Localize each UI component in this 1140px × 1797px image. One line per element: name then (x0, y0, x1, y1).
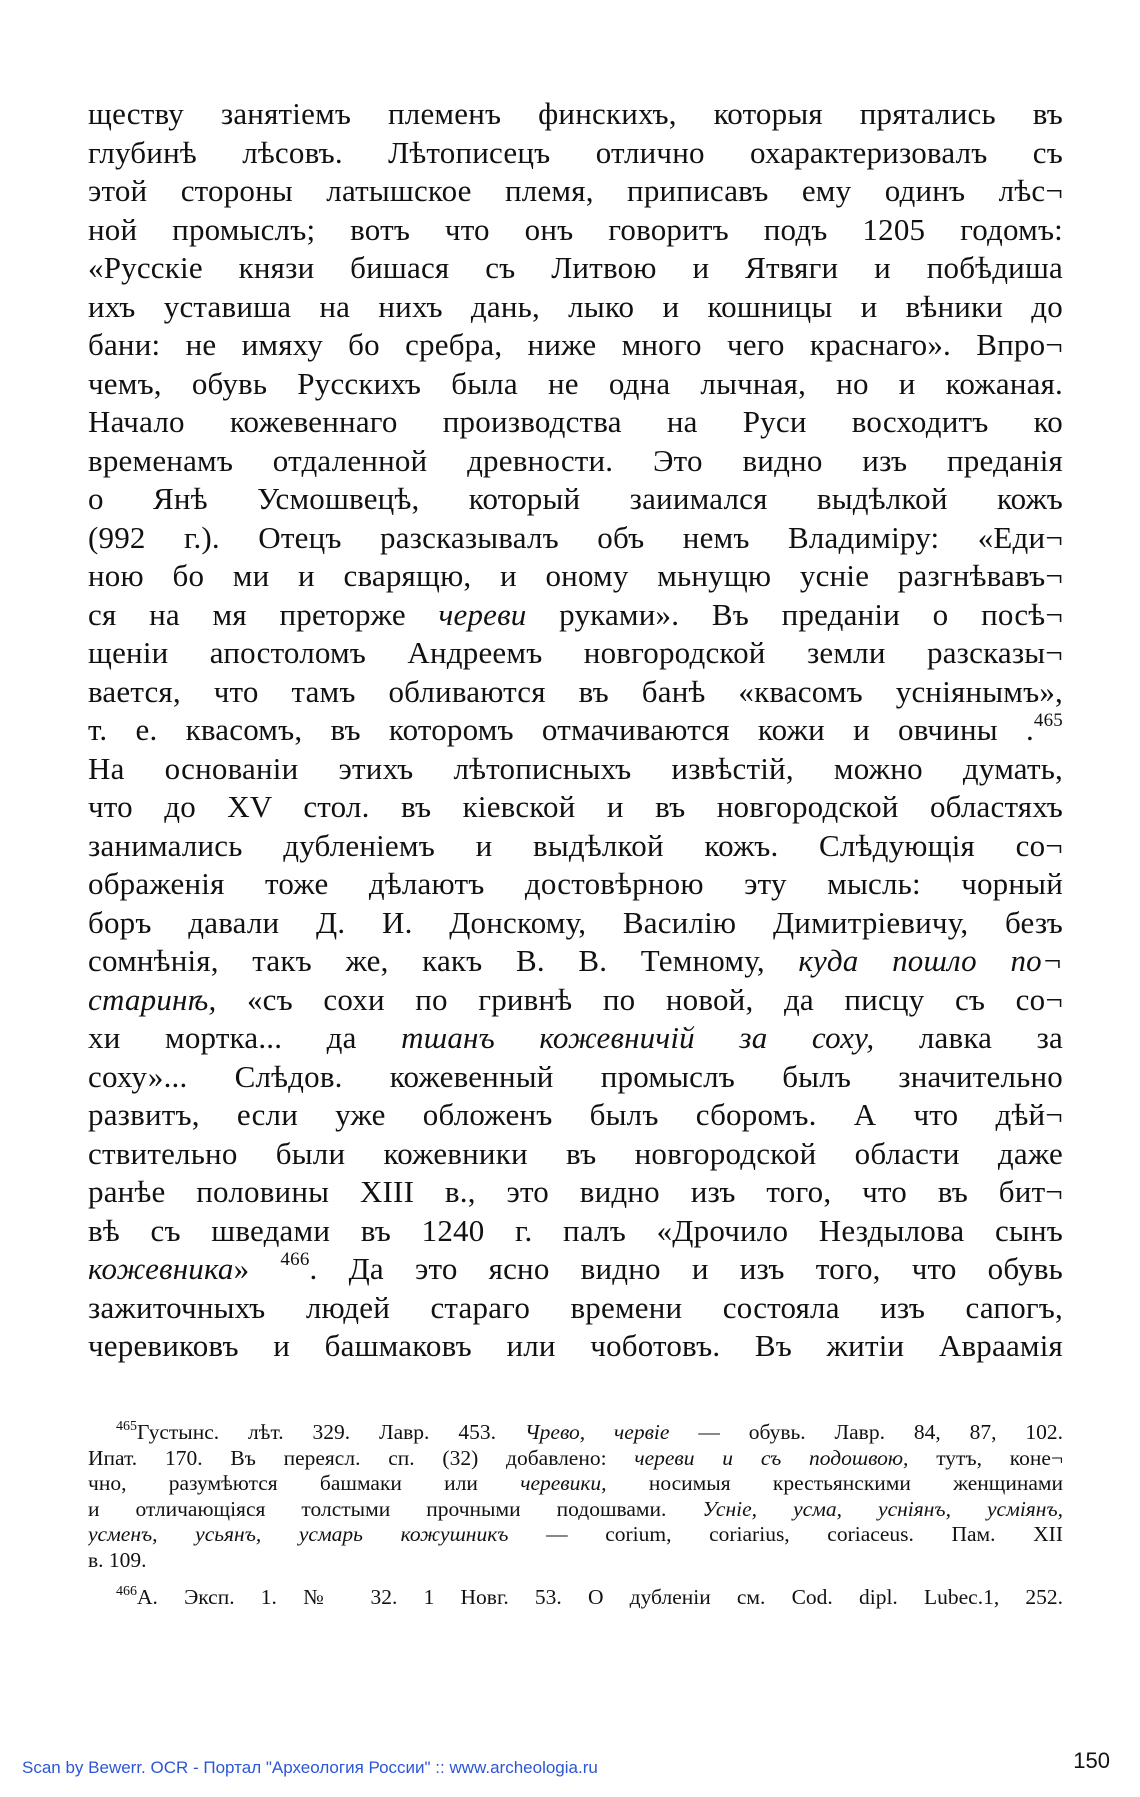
line-text: На основаніи этихъ лѣтописныхъ извѣстій, можно думать, (88, 750, 1063, 786)
text-line (88, 288, 1063, 327)
text-line (88, 1135, 1063, 1174)
text-line (88, 711, 1063, 750)
line-text: (992 г.). Отецъ разсказывалъ объ немъ Владиміру: «Еди¬ (88, 519, 1063, 555)
text-line (88, 95, 1063, 134)
footnote-ref: 466 (280, 1250, 310, 1270)
footnote-ref: 465 (1033, 711, 1063, 731)
footnote-number: 465 (116, 1420, 137, 1434)
footnote-number: 466 (116, 1585, 137, 1599)
line-text: ной промыслъ; вотъ что онъ говоритъ подъ 1205 годомъ: (88, 211, 1063, 247)
footnote-line (88, 1471, 1063, 1497)
footnotes (88, 1420, 1063, 1611)
footnote-text: чно, разумѣются башмаки или (88, 1471, 521, 1495)
footnote-italic: черевики, (520, 1471, 607, 1495)
footnote-text: Ипат. 170. Въ переясл. сп. (32) добавлено: (88, 1445, 635, 1470)
text-line (88, 1327, 1063, 1366)
line-text: чемъ, обувь Русскихъ была не одна лычная, но и кожаная. (88, 365, 1063, 401)
text-line (88, 750, 1063, 789)
text-line (88, 172, 1063, 211)
line-text: о Янѣ Усмошвецѣ, который заиимался выдѣлкой кожъ (88, 481, 1063, 516)
text-line (88, 904, 1063, 943)
line-text: » (233, 1251, 281, 1286)
text-line (88, 1289, 1063, 1328)
footnote-line (88, 1548, 1063, 1574)
text-line (88, 519, 1063, 558)
text-line (88, 1250, 1063, 1289)
footnote-italic: череви и съ подошвою, (634, 1445, 909, 1470)
text-line (88, 634, 1063, 673)
footnote-text: в. 109. (88, 1547, 147, 1572)
line-text: глубинѣ лѣсовъ. Лѣтописецъ отлично охарактеризовалъ съ (88, 134, 1063, 170)
line-text: боръ давали Д. И. Донскому, Василію Димитріевичу, безъ (88, 904, 1063, 940)
line-text: щеніи апостоломъ Андреемъ новгородской земли разсказы¬ (88, 635, 1063, 670)
line-text: вается, что тамъ обливаются въ банѣ «квасомъ усніянымъ», (88, 673, 1063, 709)
text-line (88, 673, 1063, 712)
line-text: лавка за (874, 1020, 1063, 1055)
line-text: Начало кожевеннаго производства на Руси восходитъ ко (88, 404, 1063, 439)
line-text: «съ сохи по гривнѣ по новой, да писцу съ со¬ (216, 981, 1063, 1017)
footnote-text: носимыя крестьянскими женщинами (606, 1471, 1063, 1495)
footnote-text: и отличающіяся толстыми прочными подошвами. (88, 1496, 703, 1521)
text-line (88, 788, 1063, 827)
line-text: ся на мя преторже (88, 596, 439, 632)
line-text: ствительно были кожевники въ новгородской области даже (88, 1135, 1063, 1171)
line-text: черевиковъ и башмаковъ или чоботовъ. Въ житіи Авраамія (88, 1328, 1063, 1363)
footnote-466 (88, 1585, 1063, 1611)
page-number: 150 (1073, 1748, 1110, 1773)
line-text: руками». Въ преданіи о посѣ¬ (526, 596, 1063, 632)
footnote-line (88, 1497, 1063, 1523)
footnote-italic: усменъ, усьянъ, усмарь кожушникъ (88, 1522, 509, 1546)
text-line (88, 1173, 1063, 1212)
text-line (88, 1019, 1063, 1058)
text-line (88, 865, 1063, 904)
footnote-line (88, 1446, 1063, 1472)
text-line (88, 1058, 1063, 1097)
line-text: ранѣе половины XIII в., это видно изъ того, что въ бит¬ (88, 1174, 1063, 1209)
line-text: ображенія тоже дѣлаютъ достовѣрною эту мысль: чорный (88, 866, 1063, 901)
italic-text: куда пошло по¬ (798, 943, 1063, 978)
text-line (88, 827, 1063, 866)
line-text: «Русскіе князи бишася съ Литвою и Ятвяги и побѣдиша (88, 250, 1063, 285)
text-line (88, 596, 1063, 635)
text-line (88, 480, 1063, 519)
text-line (88, 981, 1063, 1020)
line-text: . Да это ясно видно и изъ того, что обувь (309, 1251, 1063, 1286)
footnote-text: — обувь. Лавр. 84, 87, 102. (669, 1420, 1063, 1444)
footnote-text: А. Эксп. 1. № 32. 1 Новг. 53. О дубленіи см. Cod. dipl. Lubec.1, 252. (137, 1585, 1063, 1609)
text-line (88, 442, 1063, 481)
line-text: ною бо ми и сварящю, и оному мьнущю усніе разгнѣвавъ¬ (88, 558, 1063, 593)
footnote-italic: Усніе, усма, усніянъ, усміянъ, (702, 1496, 1063, 1521)
line-text: ществу занятіемъ племенъ финскихъ, которыя прятались въ (88, 96, 1063, 131)
line-text: развитъ, если уже обложенъ былъ сборомъ. А что дѣй¬ (88, 1097, 1063, 1132)
body-text (88, 95, 1063, 1366)
line-text: сомнѣнія, такъ же, какъ В. В. Темному, (88, 943, 799, 978)
line-text: зажиточныхъ людей стараго времени состояла изъ сапогъ, (88, 1289, 1063, 1325)
line-text: временамъ отдаленной древности. Это видно изъ преданія (88, 442, 1063, 478)
line-text: хи мортка... да (88, 1020, 402, 1055)
line-text: этой стороны латышское племя, приписавъ ему одинъ лѣс¬ (88, 173, 1063, 208)
line-text: занимались дубленіемъ и выдѣлкой кожъ. Слѣдующія со¬ (88, 827, 1063, 863)
italic-text: тшанъ кожевничій за сохy, (401, 1020, 875, 1055)
italic-text: кожевника (88, 1251, 234, 1286)
footnote-line (88, 1522, 1063, 1548)
line-text: что до XV стол. въ кіевской и въ новгородской областяхъ (88, 789, 1063, 824)
footnote-line (88, 1420, 1063, 1446)
text-line (88, 249, 1063, 288)
text-line (88, 403, 1063, 442)
text-line (88, 557, 1063, 596)
line-text: вѣ съ шведами въ 1240 г. палъ «Дрочило Нездылова сынъ (88, 1212, 1063, 1248)
text-line (88, 942, 1063, 981)
italic-text: старинѣ, (88, 981, 217, 1017)
line-text: соху»... Слѣдов. кожевенный промыслъ былъ значительно (88, 1058, 1063, 1094)
line-text: . (1025, 712, 1034, 747)
text-line (88, 134, 1063, 173)
line-text: т. е. квасомъ, въ которомъ отмачиваются кожи и овчины (88, 712, 1026, 747)
line-text: бани: не имяху бо сребра, ниже много чего краснаго». Впро¬ (88, 327, 1063, 362)
text-line (88, 211, 1063, 250)
footnote-text: тутъ, коне¬ (908, 1445, 1063, 1470)
text-line (88, 1096, 1063, 1135)
line-text: ихъ уставиша на нихъ дань, лыко и кошницы и вѣники до (88, 288, 1063, 324)
text-line (88, 326, 1063, 365)
text-line (88, 365, 1063, 404)
footnote-line (88, 1585, 1063, 1611)
italic-text: череви (438, 596, 527, 632)
footnote-italic: Чрево, червіе (524, 1420, 670, 1444)
footnote-text: — corium, coriarius, coriaceus. Пам. XII (508, 1522, 1063, 1546)
footnote-465 (88, 1420, 1063, 1573)
footnote-text: Густынс. лѣт. 329. Лавр. 453. (137, 1420, 525, 1444)
scan-credit-link[interactable]: Scan by Bewerr. OCR - Портал "Археология России" :: www.archeologia.ru (22, 1758, 598, 1777)
text-line (88, 1212, 1063, 1251)
